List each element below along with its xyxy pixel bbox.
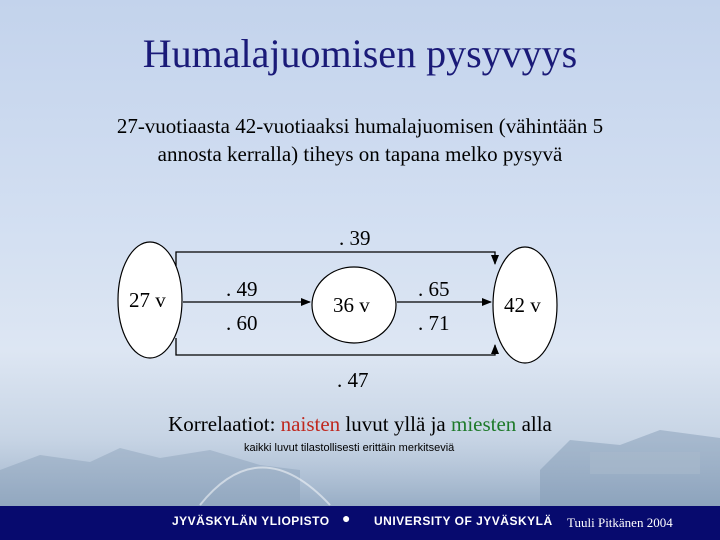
node-36v-label: 36 v xyxy=(333,293,370,317)
note-women: naisten xyxy=(280,412,341,436)
edge-top-value: . 39 xyxy=(339,226,371,250)
edge-bottom-value: . 47 xyxy=(337,368,369,392)
note-suffix: alla xyxy=(516,412,552,436)
node-27v-label: 27 v xyxy=(129,288,166,312)
subtitle-line-2: annosta kerralla) tiheys on tapana melko pysyvä xyxy=(157,142,563,166)
note-men: miesten xyxy=(450,412,517,436)
correlation-note xyxy=(0,412,720,437)
edge-36-42-men-value: . 71 xyxy=(418,311,450,335)
significance-note: kaikki luvut tilastollisesti erittäin merkitseviä xyxy=(244,442,455,454)
footer-bar xyxy=(0,506,720,540)
node-42v-label: 42 v xyxy=(504,293,541,317)
arrow-27-to-42-top xyxy=(176,252,495,266)
subtitle-line-1: 27-vuotiaasta 42-vuotiaaksi humalajuomisen (vähintään 5 xyxy=(116,114,604,138)
edge-27-36-men-value: . 60 xyxy=(226,311,258,335)
note-middle: luvut yllä ja xyxy=(340,412,451,436)
edge-27-36-women-value: . 49 xyxy=(226,277,258,301)
page-title: Humalajuomisen pysyvyys xyxy=(142,31,578,76)
footer-dot-icon: ● xyxy=(342,512,351,527)
footer-author: Tuuli Pitkänen 2004 xyxy=(567,515,673,530)
footer-university-fi: JYVÄSKYLÄN YLIOPISTO xyxy=(172,514,330,528)
arrow-27-to-42-bottom xyxy=(176,338,495,355)
footer-university-en: UNIVERSITY OF JYVÄSKYLÄ xyxy=(374,514,553,528)
note-prefix: Korrelaatiot: xyxy=(168,412,281,436)
edge-36-42-women-value: . 65 xyxy=(418,277,450,301)
